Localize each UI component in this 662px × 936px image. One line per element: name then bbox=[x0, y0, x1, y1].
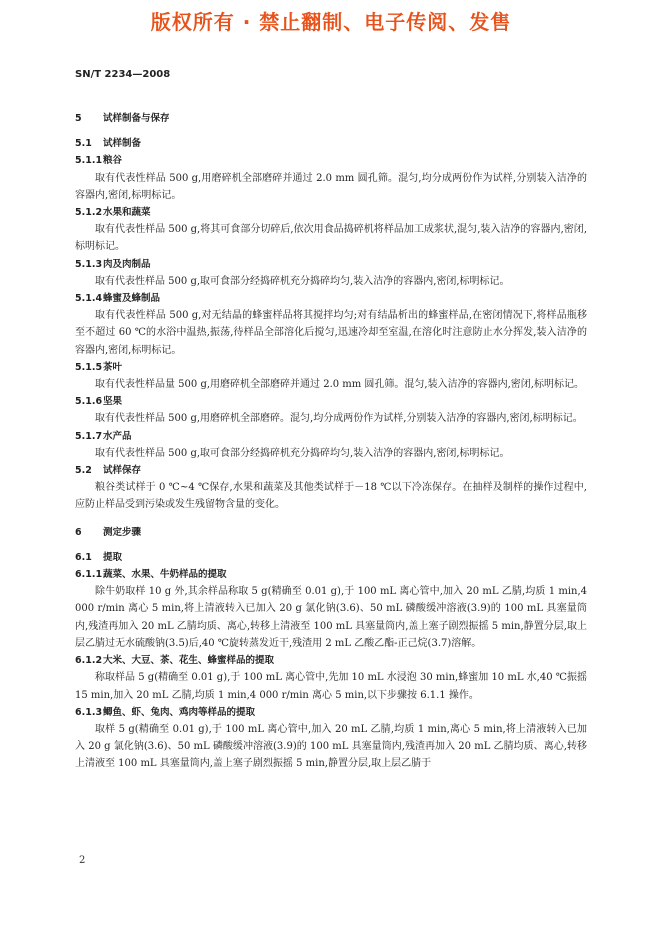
section-number: 5.1.6 bbox=[75, 396, 103, 408]
section-title: 坚果 bbox=[103, 396, 123, 408]
section-title: 鲫鱼、虾、兔肉、鸡肉等样品的提取 bbox=[103, 706, 256, 718]
paragraph: 取有代表性样品 500 g,取可食部分经捣碎机充分捣碎均匀,装入洁净的容器内,密闭,标明标记。 bbox=[95, 275, 510, 287]
section-number: 5.1.4 bbox=[75, 293, 103, 305]
section-heading bbox=[75, 290, 587, 307]
section-title: 提取 bbox=[103, 551, 123, 563]
section-number: 5.1.5 bbox=[75, 361, 103, 373]
section-number: 6.1.2 bbox=[75, 655, 103, 667]
section-title: 水产品 bbox=[103, 430, 132, 442]
section-number: 5.1.7 bbox=[75, 430, 103, 442]
section-heading bbox=[75, 393, 587, 410]
section-title: 水果和蔬菜 bbox=[103, 207, 151, 219]
section-title: 肉及肉制品 bbox=[103, 258, 151, 270]
section-number: 5 bbox=[75, 113, 82, 124]
section-number: 5.1 bbox=[75, 138, 92, 150]
section-number: 6.1.1 bbox=[75, 569, 103, 581]
paragraph: 取有代表性样品 500 g,取可食部分经捣碎机充分捣碎均匀,装入洁净的容器内,密闭,标明标记。 bbox=[95, 447, 510, 459]
paragraph: 取样 5 g(精确至 0.01 g),于 100 mL 离心管中,加入 20 mL 乙腈,均质 1 min,离心 5 min,将上清液转入已加入 20 g 氯化钠(3.6)、50 mL 磷酸缓冲溶液(3.9)的 100 mL 具塞量筒内,残渣再加入 20 mL 乙腈均质、离心,转移上清液至 100 mL 具塞量筒内,盖上塞子剧烈振摇 5 min,静置分层,取上层乙腈于 bbox=[75, 723, 587, 770]
section-number: 5.1.3 bbox=[75, 258, 103, 270]
section-title: 试样制备 bbox=[103, 138, 142, 150]
paragraph: 取有代表性样品 500 g,用磨碎机全部磨碎。混匀,均分成两份作为试样,分别装入洁净的容器内,密闭,标明标记。 bbox=[95, 413, 583, 425]
section-title: 粮谷 bbox=[103, 155, 123, 167]
section-heading bbox=[75, 204, 587, 221]
section-heading bbox=[75, 152, 587, 169]
section-title: 蔬菜、水果、牛奶样品的提取 bbox=[103, 569, 227, 581]
paragraph: 取有代表性样品 500 g,对无结晶的蜂蜜样品将其搅拌均匀;对有结晶析出的蜂蜜样品,在密闭情况下,将样品瓶移至不超过 60 ℃的水浴中温热,振荡,待样品全部溶化后搅匀,迅速冷却至室温,在溶化时注意防止水分挥发,装入洁净的容器内,密闭,标明标记。 bbox=[75, 310, 587, 356]
paragraph: 称取样品 5 g(精确至 0.01 g),于 100 mL 离心管中,先加 10 mL 水浸泡 30 min,蜂蜜加 10 mL 水,40 ℃振摇 15 min,加入 20 mL 乙腈,均质 1 min,4 000 r/min 离心 5 min,以下步骤按 6.1.1 操作。 bbox=[75, 672, 587, 701]
section-heading bbox=[75, 428, 587, 445]
section-heading bbox=[75, 652, 587, 669]
section-heading bbox=[75, 110, 587, 127]
section-title: 试样保存 bbox=[103, 465, 142, 477]
section-heading bbox=[75, 704, 587, 721]
section-number: 5.1.1 bbox=[75, 155, 103, 167]
section-title: 蜂蜜及蜂制品 bbox=[103, 293, 161, 305]
section-number: 6 bbox=[75, 526, 82, 538]
page-number: 2 bbox=[79, 855, 86, 866]
section-number: 5.2 bbox=[75, 465, 92, 477]
paragraph: 取有代表性样品 500 g,用磨碎机全部磨碎并通过 2.0 mm 圆孔筛。混匀,均分成两份作为试样,分别装入洁净的容器内,密闭,标明标记。 bbox=[75, 172, 587, 201]
section-heading bbox=[75, 462, 587, 479]
document-body bbox=[75, 110, 587, 773]
section-heading bbox=[75, 359, 587, 376]
paragraph: 粮谷类试样于 0 ℃~4 ℃保存,水果和蔬菜及其他类试样于－18 ℃以下冷冻保存。在抽样及制样的操作过程中,应防止样品受到污染或发生残留物含量的变化。 bbox=[75, 482, 587, 511]
section-heading bbox=[75, 549, 587, 566]
section-title: 试样制备与保存 bbox=[103, 113, 170, 124]
section-number: 6.1.3 bbox=[75, 706, 103, 718]
paragraph: 除牛奶取样 10 g 外,其余样品称取 5 g(精确至 0.01 g),于 100 mL 离心管中,加入 20 mL 乙腈,均质 1 min,4 000 r/min 离心 5 min,将上清液转入已加入 20 g 氯化钠(3.6)、50 mL 磷酸缓冲溶液(3.9)的 100 mL 具塞量筒内,残渣再加入 20 mL 乙腈均质、离心,转移上清液至 100 mL 具塞量筒内,盖上塞子剧烈振摇 5 min,静置分层,取上层乙腈过无水硫酸钠(3.5)后,40 ℃旋转蒸发近干,残渣用 2 mL 乙酸乙酯-正己烷(3.7)溶解。 bbox=[75, 586, 587, 649]
standard-code: SN/T 2234—2008 bbox=[75, 69, 171, 80]
section-title: 茶叶 bbox=[103, 361, 123, 373]
section-number: 5.1.2 bbox=[75, 207, 103, 219]
section-number: 6.1 bbox=[75, 551, 92, 563]
section-heading bbox=[75, 135, 587, 152]
section-heading bbox=[75, 256, 587, 273]
watermark-banner: 版权所有 · 禁止翻制、电子传阅、发售 bbox=[150, 10, 512, 34]
paragraph: 取有代表性样品 500 g,将其可食部分切碎后,依次用食品捣碎机将样品加工成浆状,混匀,装入洁净的容器内,密闭,标明标记。 bbox=[75, 224, 587, 253]
section-heading bbox=[75, 524, 587, 541]
section-heading bbox=[75, 566, 587, 583]
paragraph: 取有代表性样品量 500 g,用磨碎机全部磨碎并通过 2.0 mm 圆孔筛。混匀,装入洁净的容器内,密闭,标明标记。 bbox=[95, 379, 584, 391]
section-title: 大米、大豆、茶、花生、蜂蜜样品的提取 bbox=[103, 655, 275, 667]
section-title: 测定步骤 bbox=[103, 526, 142, 538]
